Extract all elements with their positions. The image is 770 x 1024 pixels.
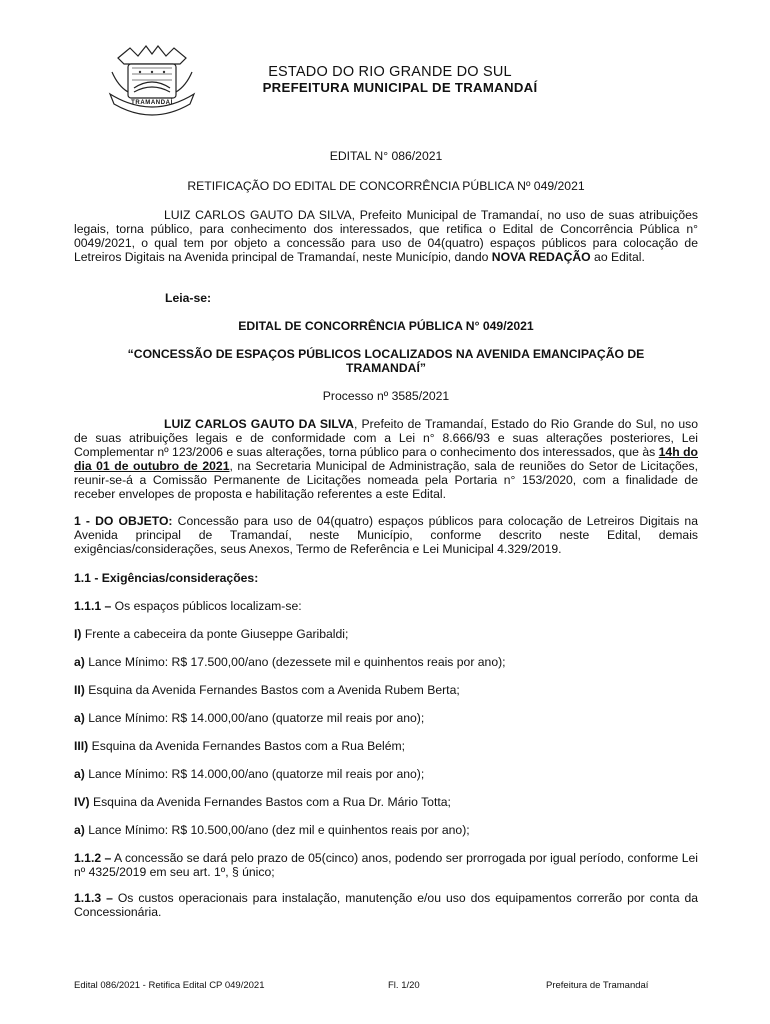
item-text: Esquina da Avenida Fernandes Bastos com a Rua Dr. Mário Totta; <box>89 795 451 809</box>
edital-subtitle: EDITAL DE CONCORRÊNCIA PÚBLICA N° 049/2021 <box>238 319 534 333</box>
section-1-1: 1.1 - Exigências/considerações: <box>74 571 259 585</box>
item-label: I) <box>74 627 82 641</box>
edital-title: EDITAL N° 086/2021 <box>329 149 443 163</box>
main-text-b: , na Secretaria Municipal de Administração, sala de reuniões do Setor de Licitações, reunir-se-á a Comissão Permanente de Licitações nomeada pela Portaria n° 153/2020, com a finalidade de receber envelopes de proposta e habilitação referentes a este Edital. <box>74 459 698 501</box>
concessao-title: “CONCESSÃO DE ESPAÇOS PÚBLICOS LOCALIZADOS NA AVENIDA EMANCIPAÇÃO DE TRAMANDAÍ” <box>127 347 645 375</box>
section-1-1-2 <box>74 851 698 879</box>
main-paragraph <box>74 417 698 501</box>
objeto-text: Concessão para uso de 04(quatro) espaços públicos para colocação de Letreiros Digitais na Avenida principal de Tramandaí, neste Município, conforme descrito neste Edital, demais exigências/considerações, seus Anexos, Termo de Referência e Lei Municipal 4.329/2019. <box>74 514 698 556</box>
section-1-1-3-label: 1.1.3 – <box>74 891 113 905</box>
item-label: a) <box>74 823 85 837</box>
item-text: Lance Mínimo: R$ 14.000,00/ano (quatorze mil reais por ano); <box>84 711 425 725</box>
municipal-crest <box>104 42 200 116</box>
list-item <box>74 683 698 697</box>
list-item <box>74 627 698 641</box>
item-label: a) <box>74 767 85 781</box>
list-item <box>74 739 698 753</box>
state-heading: ESTADO DO RIO GRANDE DO SUL <box>268 64 512 80</box>
section-1-1-3-text: Os custos operacionais para instalação, manutenção e/ou uso dos equipamentos correrão por conta da Concessionária. <box>74 891 698 919</box>
leia-se-label: Leia-se: <box>165 291 212 305</box>
intro-paragraph <box>74 208 698 264</box>
intro-end: ao Edital. <box>590 250 645 264</box>
session-date: 14h do dia 01 de outubro de 2021 <box>74 445 698 473</box>
list-item <box>74 823 698 837</box>
list-item <box>74 795 698 809</box>
main-text-a: , Prefeito de Tramandaí, Estado do Rio Grande do Sul, no uso de suas atribuições legais e de conformidade com a Lei n° 8.666/93 e suas alterações posteriores, Lei Complementar nº 123/2006 e suas alterações, torna público para o conhecimento dos interessados, que às <box>74 417 698 459</box>
item-text: Lance Mínimo: R$ 10.500,00/ano (dez mil e quinhentos reais por ano); <box>84 823 470 837</box>
item-label: a) <box>74 711 85 725</box>
item-text: Esquina da Avenida Fernandes Bastos com a Avenida Rubem Berta; <box>84 683 460 697</box>
crest-banner-text: TRAMANDAÍ <box>131 100 173 106</box>
item-text: Esquina da Avenida Fernandes Bastos com a Rua Belém; <box>88 739 406 753</box>
footer-right: Prefeitura de Tramandaí <box>546 980 649 991</box>
list-item <box>74 711 698 725</box>
processo-number: Processo nº 3585/2021 <box>322 389 450 403</box>
footer-left: Edital 086/2021 - Retifica Edital CP 049/2021 <box>74 980 265 991</box>
retificacao-title: RETIFICAÇÃO DO EDITAL DE CONCORRÊNCIA PÚBLICA Nº 049/2021 <box>187 179 585 193</box>
footer-page: Fl. 1/20 <box>388 980 420 991</box>
objeto-paragraph <box>74 514 698 556</box>
mayor-name: LUIZ CARLOS GAUTO DA SILVA <box>164 417 354 431</box>
intro-text: LUIZ CARLOS GAUTO DA SILVA, Prefeito Municipal de Tramandaí, no uso de suas atribuições legais, torna público, para conhecimento dos interessados, que retifica o Edital de Concorrência Pública n° 0049/2021, o qual tem por objeto a concessão para uso de 04(quatro) espaços públicos para colocação de Letreiros Digitais na Avenida principal de Tramandaí, neste Município, dando <box>74 208 698 264</box>
section-1-1-2-label: 1.1.2 – <box>74 851 112 865</box>
section-1-1-1-label: 1.1.1 – <box>74 599 112 613</box>
section-1-1-3 <box>74 891 698 919</box>
item-label: III) <box>74 739 89 753</box>
city-hall-heading: PREFEITURA MUNICIPAL DE TRAMANDAÍ <box>262 80 538 95</box>
item-text: Frente a cabeceira da ponte Giuseppe Garibaldi; <box>81 627 349 641</box>
section-1-1-1 <box>74 599 698 613</box>
section-1-1-2-text: A concessão se dará pelo prazo de 05(cinco) anos, podendo ser prorrogada por igual período, conforme Lei nº 4325/2019 em seu art. 1º, § único; <box>74 851 698 879</box>
list-item <box>74 767 698 781</box>
objeto-label: 1 - DO OBJETO: <box>74 514 173 528</box>
item-label: a) <box>74 655 85 669</box>
intro-bold: NOVA REDAÇÃO <box>491 250 591 264</box>
item-text: Lance Mínimo: R$ 14.000,00/ano (quatorze mil reais por ano); <box>84 767 425 781</box>
section-1-1-1-text: Os espaços públicos localizam-se: <box>111 599 302 613</box>
item-text: Lance Mínimo: R$ 17.500,00/ano (dezessete mil e quinhentos reais por ano); <box>84 655 506 669</box>
list-item <box>74 655 698 669</box>
item-label: IV) <box>74 795 90 809</box>
item-label: II) <box>74 683 85 697</box>
